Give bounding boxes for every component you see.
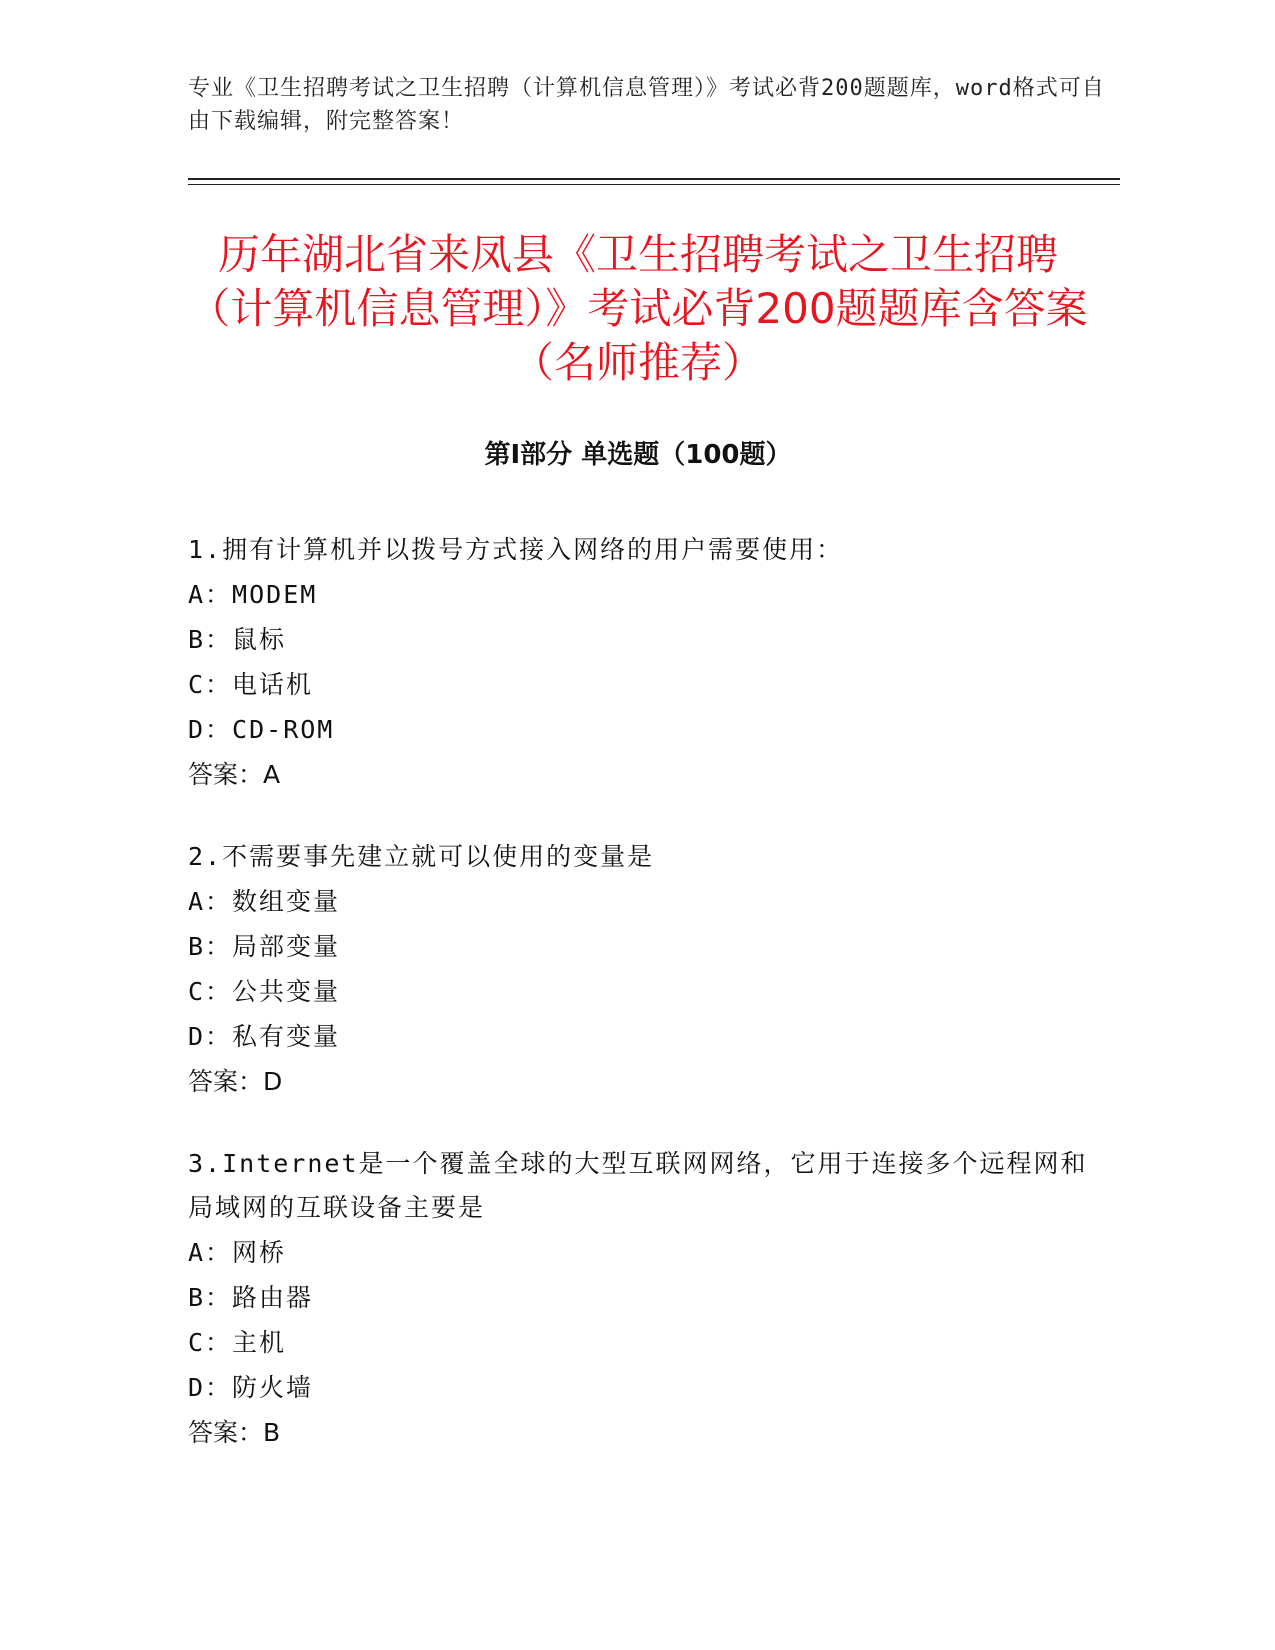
question-item [188, 528, 1088, 797]
question-text: 2.不需要事先建立就可以使用的变量是 [188, 842, 655, 871]
header-note: 专业《卫生招聘考试之卫生招聘（计算机信息管理）》考试必背200题题库，word格式可自由下载编辑，附完整答案！ [188, 76, 1105, 134]
option-c: C：公共变量 [188, 977, 341, 1006]
option-a: A：网桥 [188, 1238, 287, 1267]
header-divider-thin [188, 184, 1120, 185]
option-b: B：鼠标 [188, 625, 287, 654]
option-a: A：数组变量 [188, 887, 341, 916]
question-text: 1.拥有计算机并以拨号方式接入网络的用户需要使用： [188, 535, 844, 564]
answer-label: 答案：B [188, 1418, 281, 1447]
option-b: B：路由器 [188, 1283, 314, 1312]
document-title: 历年湖北省来凤县《卫生招聘考试之卫生招聘（计算机信息管理）》考试必背200题题库含答案（名师推荐） [188, 230, 1088, 387]
answer-label: 答案：D [188, 1067, 283, 1096]
question-item [188, 835, 1088, 1104]
option-c: C：主机 [188, 1328, 287, 1357]
answer-label: 答案：A [188, 760, 281, 789]
question-item [188, 1142, 1088, 1455]
option-d: D：防火墙 [188, 1373, 314, 1402]
section-heading: 第Ⅰ部分 单选题（100题） [484, 440, 792, 470]
option-c: C：电话机 [188, 670, 314, 699]
option-d: D：私有变量 [188, 1022, 341, 1051]
header-divider-thick [188, 178, 1120, 180]
option-d: D：CD-ROM [188, 715, 335, 744]
question-list [188, 528, 1088, 1493]
question-text: 3.Internet是一个覆盖全球的大型互联网网络，它用于连接多个远程网和局域网的互联设备主要是 [188, 1149, 1088, 1222]
option-b: B：局部变量 [188, 932, 341, 961]
option-a: A：MODEM [188, 580, 318, 609]
